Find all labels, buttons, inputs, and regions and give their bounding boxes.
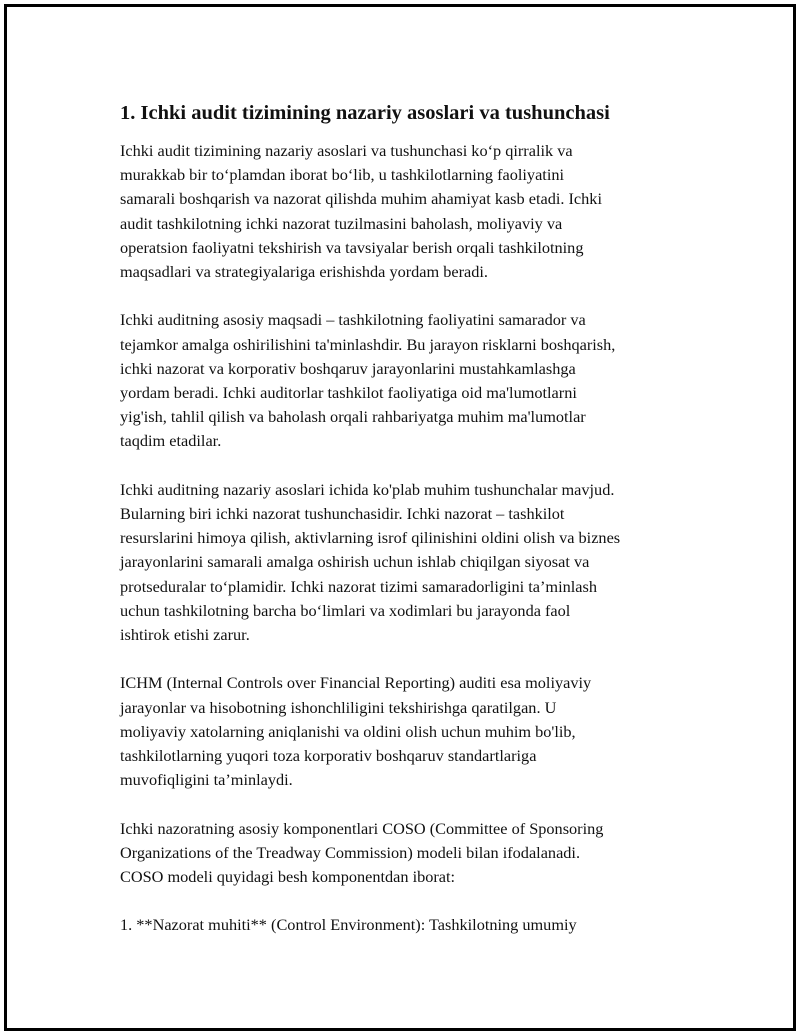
text-line: jarayonlarini samarali amalga oshirish uchun ishlab chiqilgan siyosat va bbox=[120, 552, 590, 572]
text-line: muvofiqligini ta’minlaydi. bbox=[120, 770, 293, 790]
text-line: COSO modeli quyidagi besh komponentdan iborat: bbox=[120, 867, 456, 887]
text-line: samarali boshqarish va nazorat qilishda muhim ahamiyat kasb etadi. Ichki bbox=[120, 189, 602, 209]
paragraph-1 bbox=[120, 139, 700, 284]
paragraph-6 bbox=[120, 913, 700, 937]
text-line: yig'ish, tahlil qilish va baholash orqali rahbariyatga muhim ma'lumotlar bbox=[120, 407, 586, 427]
text-line: uchun tashkilotning barcha boʻlimlari va xodimlari bu jarayonda faol bbox=[120, 600, 571, 620]
text-line: ichki nazorat va korporativ boshqaruv jarayonlarini mustahkamlashga bbox=[120, 358, 576, 378]
text-line: taqdim etadilar. bbox=[120, 431, 222, 451]
text-line: tashkilotlarning yuqori toza korporativ boshqaruv standartlariga bbox=[120, 746, 537, 766]
text-line: resurslarini himoya qilish, aktivlarning isrof qilinishini oldini olish va biznes bbox=[120, 528, 621, 548]
text-line: jarayonlar va hisobotning ishonchliligini tekshirishga qaratilgan. U bbox=[120, 697, 557, 717]
text-line: murakkab bir toʻplamdan iborat boʻlib, u tashkilotlarning faoliyatini bbox=[120, 165, 565, 185]
text-line: Ichki auditning asosiy maqsadi – tashkilotning faoliyatini samarador va bbox=[120, 310, 586, 330]
document-body bbox=[120, 100, 700, 962]
text-line: Bularning biri ichki nazorat tushunchasidir. Ichki nazorat – tashkilot bbox=[120, 504, 565, 524]
text-line: Organizations of the Treadway Commission) modeli bilan ifodalanadi. bbox=[120, 842, 581, 862]
paragraph-2 bbox=[120, 308, 700, 453]
text-line: Ichki nazoratning asosiy komponentlari COSO (Committee of Sponsoring bbox=[120, 818, 604, 838]
text-line: protseduralar toʻplamidir. Ichki nazorat tizimi samaradorligini ta’minlash bbox=[120, 576, 597, 596]
text-line: moliyaviy xatolarning aniqlanishi va oldini olish uchun muhim bo'lib, bbox=[120, 721, 576, 741]
paragraph-4 bbox=[120, 671, 700, 792]
text-line: Ichki auditning nazariy asoslari ichida ko'plab muhim tushunchalar mavjud. bbox=[120, 479, 615, 499]
text-line: ishtirok etishi zarur. bbox=[120, 625, 250, 645]
text-line: operatsion faoliyatni tekshirish va tavsiyalar berish orqali tashkilotning bbox=[120, 237, 584, 257]
text-line: Ichki audit tizimining nazariy asoslari va tushunchasi koʻp qirralik va bbox=[120, 141, 573, 160]
text-line: 1. **Nazorat muhiti** (Control Environment): Tashkilotning umumiy bbox=[120, 915, 577, 935]
section-heading: 1. Ichki audit tizimining nazariy asoslari va tushunchasi bbox=[120, 102, 610, 124]
page-frame bbox=[4, 4, 796, 1031]
text-line: tejamkor amalga oshirilishini ta'minlashdir. Bu jarayon risklarni boshqarish, bbox=[120, 334, 616, 354]
text-line: ICHM (Internal Controls over Financial Reporting) auditi esa moliyaviy bbox=[120, 673, 592, 693]
paragraph-5 bbox=[120, 817, 700, 890]
text-line: audit tashkilotning ichki nazorat tuzilmasini baholash, moliyaviy va bbox=[120, 213, 563, 233]
text-line: yordam beradi. Ichki auditorlar tashkilot faoliyatiga oid ma'lumotlarni bbox=[120, 383, 577, 403]
text-line: maqsadlari va strategiyalariga erishishda yordam beradi. bbox=[120, 262, 488, 282]
paragraph-3 bbox=[120, 478, 700, 647]
